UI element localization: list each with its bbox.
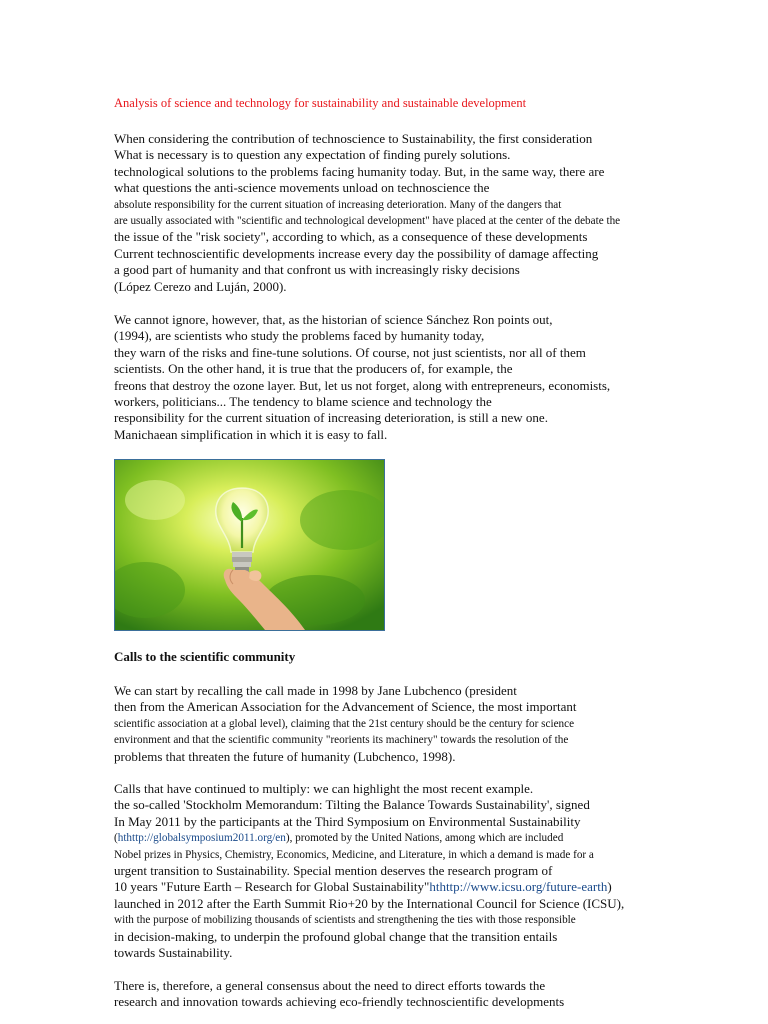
text-line: Manichaean simplification in which it is easy to fall. bbox=[114, 426, 388, 442]
text-line: When considering the contribution of technoscience to Sustainability, the first consideration bbox=[114, 131, 593, 146]
text-line: 10 years "Future Earth – Research for Global Sustainability"hthttp://www.icsu.org/future-earth) bbox=[114, 879, 612, 895]
paragraph-3 bbox=[114, 683, 576, 765]
lightbulb-plant-image bbox=[114, 459, 385, 631]
paragraph-5 bbox=[114, 978, 564, 1011]
paragraph-4 bbox=[114, 781, 624, 961]
text-line: We cannot ignore, however, that, as the historian of science Sánchez Ron points out, bbox=[114, 312, 553, 327]
text-line: workers, politicians... The tendency to blame science and technology the bbox=[114, 393, 492, 409]
document-title: Analysis of science and technology for sustainability and sustainable development bbox=[114, 96, 527, 110]
text-line: are usually associated with "scientific and technological development" have placed at the center of the debate the bbox=[114, 214, 621, 227]
text-line: with the purpose of mobilizing thousands of scientists and strengthening the ties with those responsible bbox=[114, 914, 576, 927]
text-line: freons that destroy the ozone layer. But, let us not forget, along with entrepreneurs, economists, bbox=[114, 377, 611, 393]
text-line: (1994), are scientists who study the problems faced by humanity today, bbox=[114, 328, 485, 344]
text-line: they warn of the risks and fine-tune solutions. Of course, not just scientists, nor all of them bbox=[114, 344, 586, 360]
text-line: research and innovation towards achieving eco-friendly technoscientific developments bbox=[114, 994, 565, 1010]
text-line: in decision-making, to underpin the profound global change that the transition entails bbox=[114, 928, 558, 944]
text-line: scientific association at a global level), claiming that the 21st century should be the century for science bbox=[114, 717, 575, 730]
text-line: What is necessary is to question any expectation of finding purely solutions. bbox=[114, 147, 511, 163]
text-line: launched in 2012 after the Earth Summit Rio+20 by the International Council for Science (ICSU), bbox=[114, 895, 625, 911]
text-line: absolute responsibility for the current situation of increasing deterioration. Many of the dangers that bbox=[114, 198, 562, 211]
text-line: towards Sustainability. bbox=[114, 944, 233, 960]
text-line: scientists. On the other hand, it is true that the producers of, for example, the bbox=[114, 361, 513, 377]
text-line: In May 2011 by the participants at the Third Symposium on Environmental Sustainability bbox=[114, 813, 581, 829]
text-line: We can start by recalling the call made in 1998 by Jane Lubchenco (president bbox=[114, 683, 517, 698]
text-line: Current technoscientific developments increase every day the possibility of damage affecting bbox=[114, 245, 599, 261]
text-line: technological solutions to the problems facing humanity today. But, in the same way, there are bbox=[114, 163, 605, 179]
text-line: (hthttp://globalsymposium2011.org/en), promoted by the United Nations, among which are included bbox=[114, 832, 564, 845]
text-line: problems that threaten the future of humanity (Lubchenco, 1998). bbox=[114, 748, 456, 764]
section-heading: Calls to the scientific community bbox=[114, 649, 296, 664]
paragraph-2 bbox=[114, 312, 610, 443]
symposium-link[interactable]: hthttp://globalsymposium2011.org/en bbox=[117, 832, 286, 845]
text-line: Nobel prizes in Physics, Chemistry, Economics, Medicine, and Literature, in which a demand is made for a bbox=[114, 848, 594, 861]
future-earth-link[interactable]: hthttp://www.icsu.org/future-earth bbox=[429, 879, 608, 895]
text-line: Calls that have continued to multiply: we can highlight the most recent example. bbox=[114, 781, 534, 796]
text-line: the so-called 'Stockholm Memorandum: Tilting the Balance Towards Sustainability', signed bbox=[114, 797, 590, 813]
text-line: what questions the anti-science movements unload on technoscience the bbox=[114, 180, 490, 196]
text-line: a good part of humanity and that confront us with increasingly risky decisions bbox=[114, 262, 520, 278]
text-line: urgent transition to Sustainability. Special mention deserves the research program of bbox=[114, 862, 553, 878]
text-line: responsibility for the current situation of increasing deterioration, is still a new one. bbox=[114, 410, 548, 426]
text-line: environment and that the scientific community "reorients its machinery" towards the resolution of the bbox=[114, 734, 569, 747]
text-line: then from the American Association for the Advancement of Science, the most important bbox=[114, 699, 577, 715]
paragraph-1 bbox=[114, 131, 620, 295]
text-line: There is, therefore, a general consensus about the need to direct efforts towards the bbox=[114, 978, 546, 993]
text-line: (López Cerezo and Luján, 2000). bbox=[114, 278, 287, 294]
text-line: the issue of the "risk society", according to which, as a consequence of these developments bbox=[114, 229, 588, 245]
